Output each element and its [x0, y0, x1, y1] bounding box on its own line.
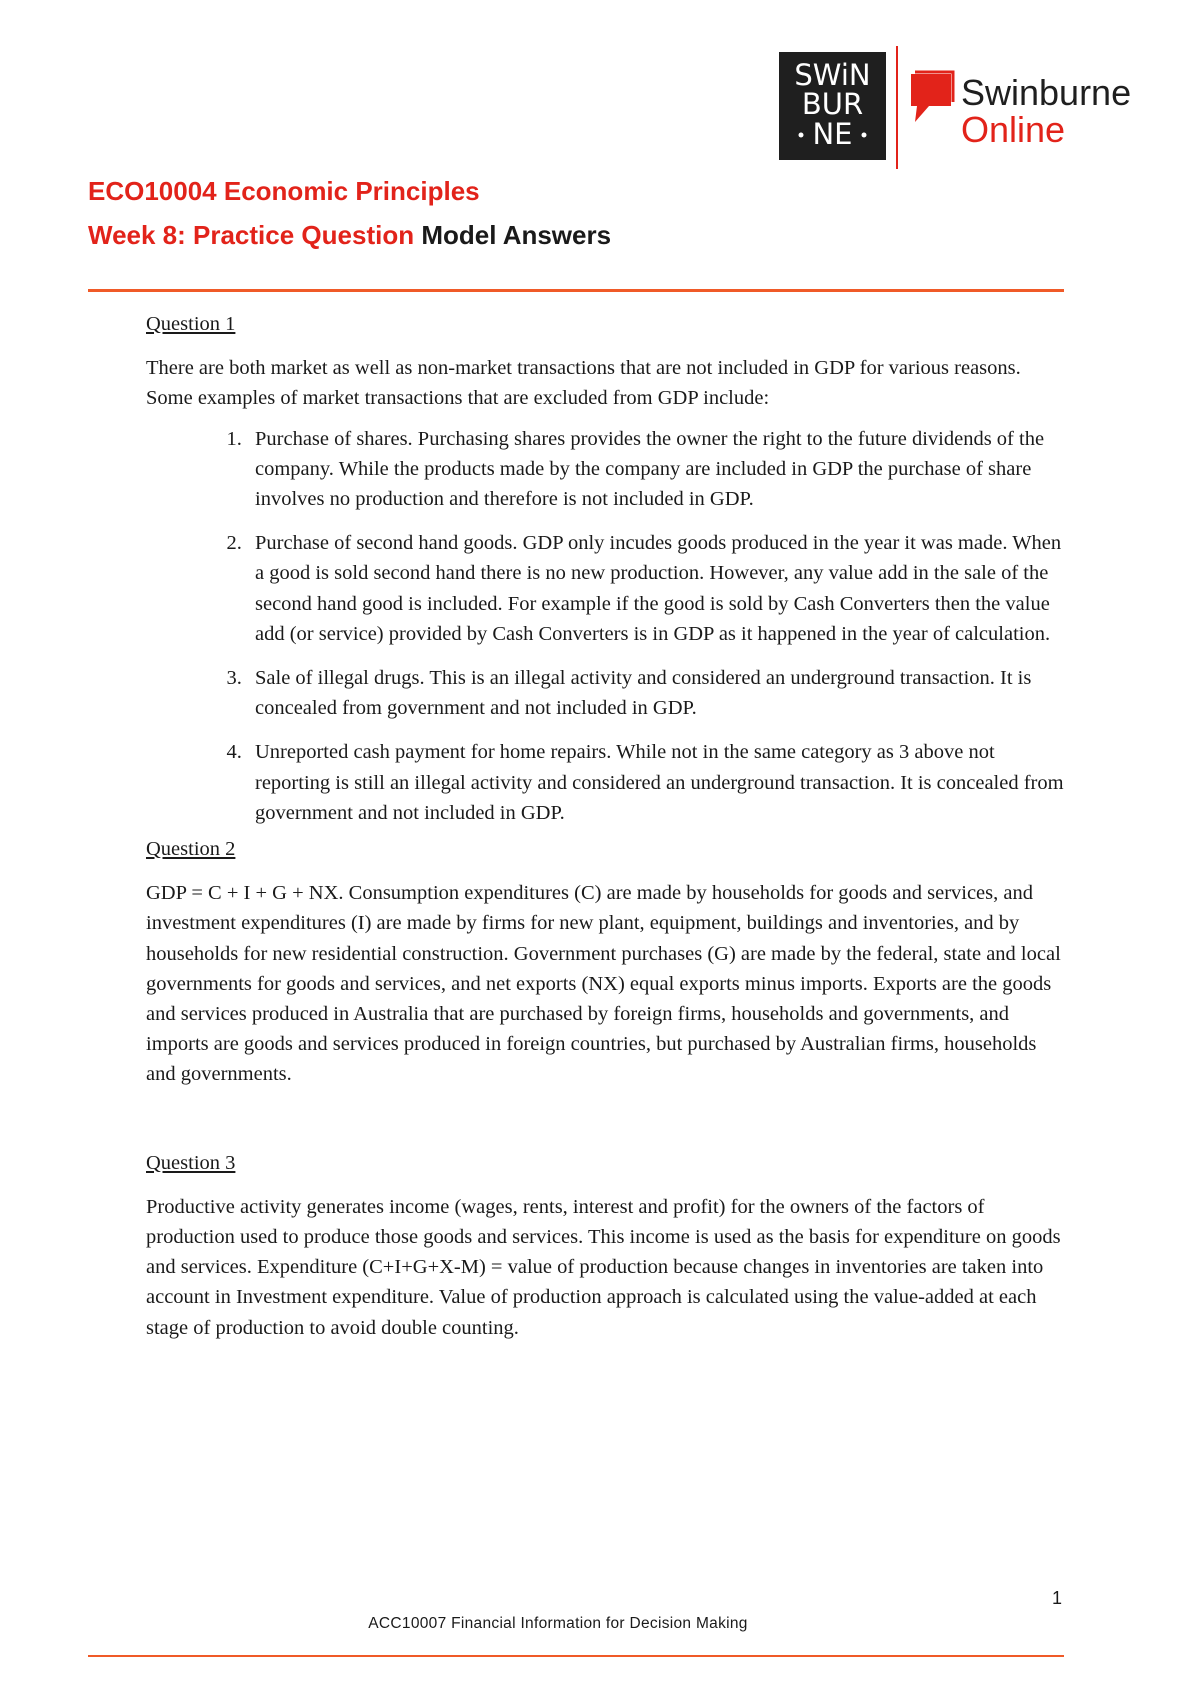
header-rule	[88, 289, 1064, 292]
logo-line-1: SWiN	[794, 58, 871, 92]
swinburne-online-brand	[907, 66, 1167, 156]
question-1-heading: Question 1	[146, 313, 236, 335]
list-item: 3. Sale of illegal drugs. This is an illegal activity and considered an underground transaction. It is concealed from government and not included in GDP.	[247, 663, 1066, 723]
logo-dot-left	[799, 133, 804, 138]
question-3-body: Productive activity generates income (wages, rents, interest and profit) for the owners of the factors of production used to produce those goods and services. This income is used as the basis for expenditure on goods and services. Expenditure (C+I+G+X-M) = value of production because changes in inventories are taken into account in Investment expenditure. Value of production approach is calculated using the value-added at each stage of production to avoid double counting.	[146, 1195, 1061, 1339]
question-3-heading: Question 3	[146, 1151, 236, 1174]
brand-name: Swinburne	[961, 72, 1132, 113]
week-title-red: Week 8: Practice Question	[88, 220, 415, 250]
logo-line-3: NE	[812, 117, 853, 151]
logo-divider	[896, 46, 898, 169]
list-item: 2. Purchase of second hand goods. GDP only incudes goods produced in the year it was made. When a good is sold second hand there is no new production. However, any value add in the sale of the second hand good is included. For example if the good is sold by Cash Converters then the value add (or service) provided by Cash Converters is in GDP as it happened in the year of calculation.	[247, 528, 1066, 649]
speech-bubble-icon	[907, 70, 957, 130]
logo-line-2: BUR	[801, 87, 864, 121]
week-title	[88, 220, 611, 251]
question-2-heading: Question 2	[146, 838, 236, 861]
logo-dot-right	[862, 133, 867, 138]
question-1-list	[146, 424, 1066, 828]
week-title-dark: Model Answers	[421, 220, 612, 250]
swinburne-crest-logo	[779, 52, 886, 160]
course-title: ECO10004 Economic Principles	[88, 176, 480, 206]
question-2-body: GDP = C + I + G + NX. Consumption expenditures (C) are made by households for goods and services, and investment expenditures (I) are made by firms for new plant, equipment, buildings and inventories, and by households for new residential construction. Government purchases (G) are made by the federal, state and local governments for goods and services, and net exports (NX) equal exports minus imports. Exports are the goods and services produced in Australia that are purchased by foreign firms, households and governments, and imports are goods and services produced in foreign countries, but purchased by Australian firms, households and governments.	[146, 882, 1061, 1086]
list-item: 4. Unreported cash payment for home repairs. While not in the same category as 3 above not reporting is still an illegal activity and considered an underground transaction. It is concealed from government and not included in GDP.	[247, 737, 1066, 828]
footer-rule	[88, 1655, 1064, 1657]
brand-online: Online	[961, 109, 1066, 150]
document-body	[146, 309, 1066, 1353]
footer-text: ACC10007 Financial Information for Decision Making	[368, 1615, 748, 1632]
page-number: 1	[1052, 1588, 1063, 1608]
question-1-intro: There are both market as well as non-market transactions that are not included in GDP for various reasons. Some examples of market transactions that are excluded from GDP include:	[146, 357, 1021, 410]
list-item: 1. Purchase of shares. Purchasing shares provides the owner the right to the future dividends of the company. While the products made by the company are included in GDP the purchase of share involves no production and therefore is not included in GDP.	[247, 424, 1066, 515]
